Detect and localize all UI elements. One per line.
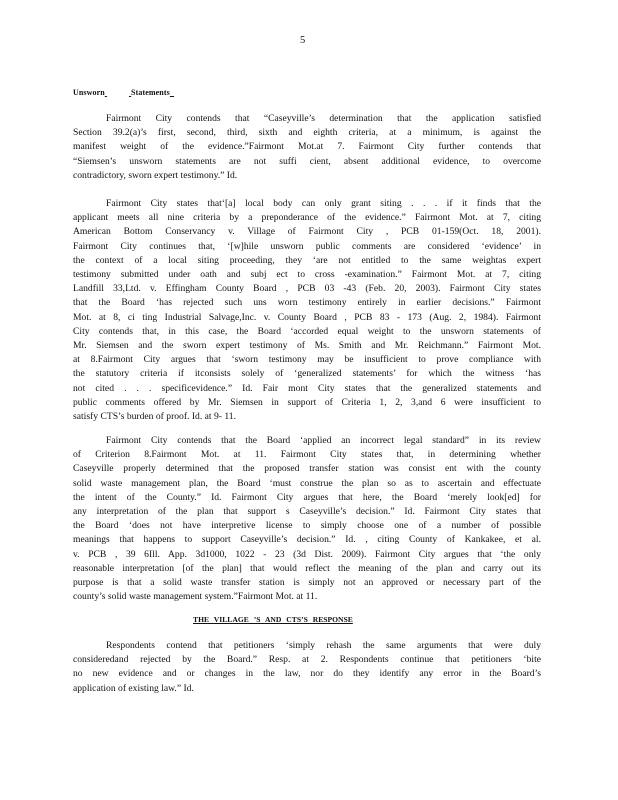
text-line: consideredand rejected by the Board.” Resp. at 2. Respondents continue that petitioners ‘bite	[73, 654, 541, 666]
text-line: meanings that happens to support Caseyville’s decision.” Id. , citing County of Kankakee, et al.	[73, 534, 541, 546]
text-line: “Siemsen’s unsworn statements are not suffi cient, absent additional evidence, to overcome	[73, 155, 541, 167]
heading-word: Statements	[131, 88, 170, 97]
text-line: solid waste management plan, the Board ‘must construe the plan so as to ascertain and effectuate	[73, 477, 541, 489]
text-line: the intent of the County.” Id. Fairmont City argues that here, the Board ‘merely look[ed] for	[73, 491, 541, 503]
paragraph-4	[73, 639, 541, 696]
paragraph-3	[73, 434, 541, 604]
text-line: purpose is that a solid waste transfer station is simply not an approved or necessary part of the	[73, 577, 541, 589]
text-line: Mot. at 8, ci ting Industrial Salvage,Inc. v. County Board , PCB 83 - 173 (Aug. 2, 1984). Fairmont	[73, 311, 541, 323]
text-line: American Bottom Conservancy v. Village of Fairmont City , PCB 01-159(Oct. 18, 2001).	[73, 226, 541, 238]
text-line: Caseyville properly determined that the proposed transfer station was consist ent with the county	[73, 463, 541, 475]
text-line: the Board ‘does not have interpretive license to simply choose one of a number of possible	[73, 520, 541, 532]
text-line: Respondents contend that petitioners ‘simply rehash the same arguments that were duly	[106, 640, 541, 651]
text-line: Fairmont City contends that “Caseyville’s determination that the application satisfied	[106, 113, 541, 124]
text-line: of Criterion 8.Fairmont Mot. at 11. Fairmont City states that, in determining whether	[73, 449, 541, 461]
text-line: the context of a local siting proceeding, they ‘are not entitled to the same weightas expert	[73, 254, 541, 266]
text-line: county’s solid waste management system.”Fairmont Mot. at 11.	[73, 591, 318, 603]
text-line: at 8.Fairmont City argues that ‘sworn testimony may be insufficient to prove compliance with	[73, 354, 541, 366]
text-line: Fairmont City contends that the Board ‘applied an incorrect legal standard” in its review	[106, 435, 541, 446]
text-line: public comments offered by Mr. Siemsen in support of Criteria 1, 2, 3,and 6 were insufficient to	[73, 396, 541, 408]
text-line: Landfill 33,Ltd. v. Effingham County Board , PCB 03 -43 (Feb. 20, 2003). Fairmont City states	[73, 283, 541, 295]
heading-word: Unsworn	[73, 88, 105, 97]
text-line: application of existing law.” Id.	[73, 682, 194, 694]
section-heading-unsworn-statements	[73, 88, 198, 97]
text-line: manifest weight of the evidence.”Fairmont Mot.at 7. Fairmont City further contends that	[73, 141, 541, 153]
text-line: contradictory, sworn expert testimony.” Id.	[73, 169, 238, 181]
text-line: any interpretation of the plan that support s Caseyville’s decision.” Id. Fairmont City states that	[73, 506, 541, 518]
paragraph-1	[73, 112, 541, 183]
page-number: 5	[300, 35, 306, 46]
text-line: reasonable interpretation [of the plan] that would reflect the meaning of the plan and carry out its	[73, 562, 541, 574]
text-line: the statutory criteria if itconsists solely of ‘generalized statements’ for which the witness ‘has	[73, 368, 541, 380]
paragraph-2	[73, 197, 541, 424]
section-heading-response: THE VILLAGE ’S AND CTS’S RESPONSE	[193, 615, 353, 624]
text-line: City contends that, in this case, the Board ‘accorded equal weight to the unsworn statements of	[73, 325, 541, 337]
text-line: not cited . . . specificevidence.” Id. Fair mont City states that the generalized statements and	[73, 382, 541, 394]
text-line: Fairmont City states that‘[a] local body can only grant siting . . . if it finds that the	[106, 198, 541, 209]
text-line: no new evidence and or changes in the law, nor do they identify any error in the Board’s	[73, 668, 541, 680]
text-line: Section 39.2(a)’s first, second, third, sixth and eighth criteria, at a minimum, is against the	[73, 127, 541, 139]
text-line: Fairmont City continues that, ‘[w]hile unsworn public comments are considered ‘evidence’ in	[73, 240, 541, 252]
text-line: v. PCB , 39 6Ill. App. 3d1000, 1022 - 23 (3d Dist. 2009). Fairmont City argues that ‘the only	[73, 548, 541, 560]
text-line: Mr. Siemsen and the sworn expert testimony of Ms. Smith and Mr. Reichmann.” Fairmont Mot.	[73, 340, 541, 352]
text-line: applicant meets all nine criteria by a preponderance of the evidence.” Fairmont Mot. at 7, citing	[73, 212, 541, 224]
text-line: that the Board ‘has rejected such uns worn testimony entirely in earlier decisions.” Fairmont	[73, 297, 541, 309]
text-line: satisfy CTS’s burden of proof. Id. at 9- 11.	[73, 411, 236, 423]
text-line: testimony submitted under oath and subj ect to cross -examination.” Fairmont Mot. at 7, citing	[73, 269, 541, 281]
